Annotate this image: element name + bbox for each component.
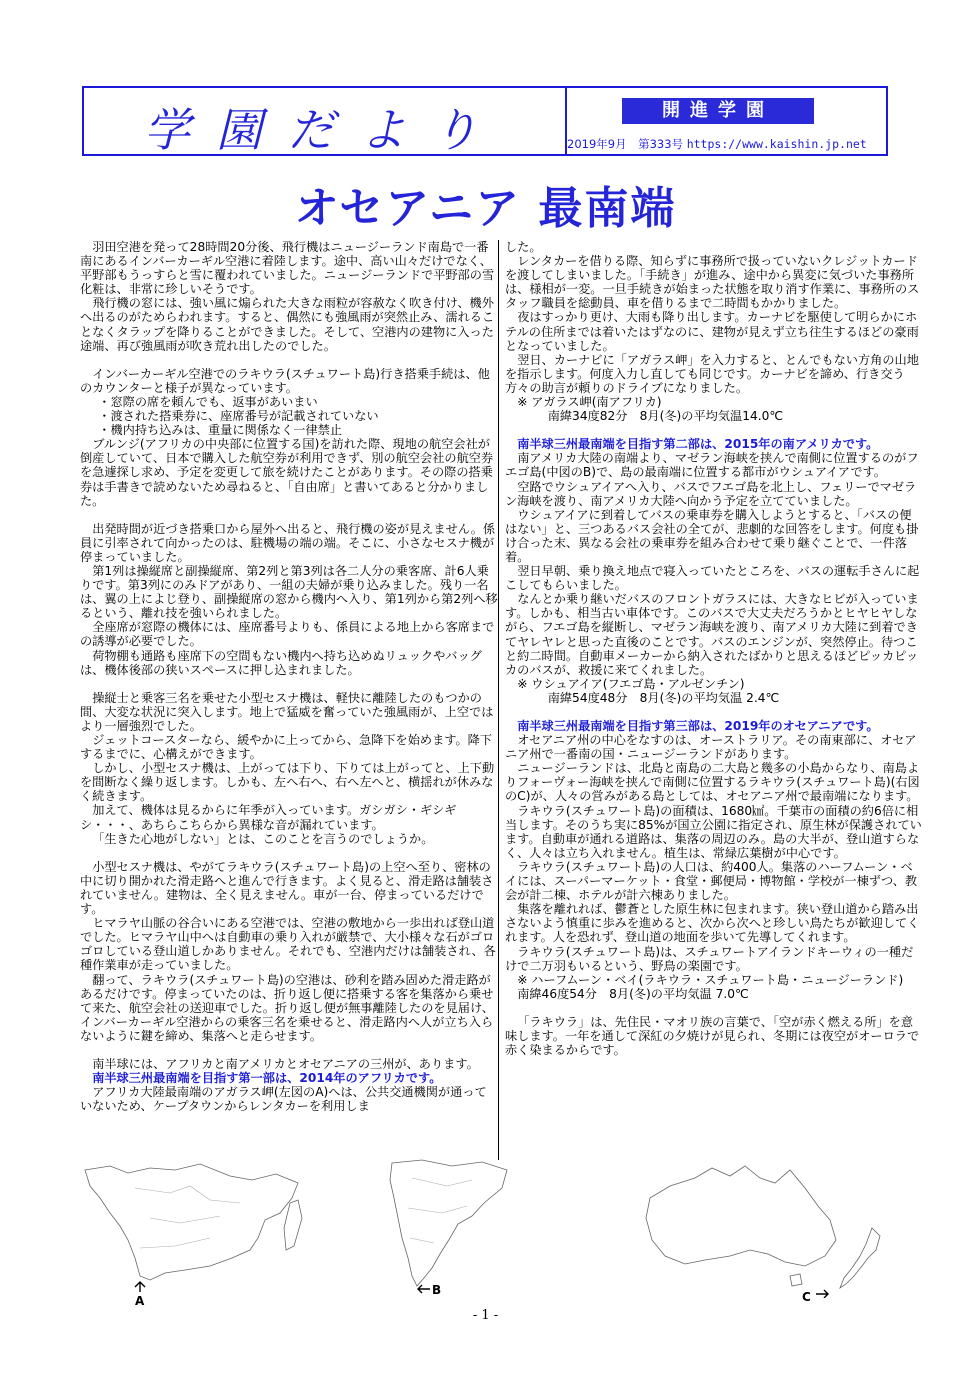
paragraph: ウシュアイアに到着してバスの乗車券を購入しようとすると、「バスの便はない」と、三つあるバス会社の全てが、悲劇的な回答をします。何度も掛け合った末、異なる会社の乗車券を組み合わせて乗り継ぐことで、一件落着。 [505, 507, 919, 564]
paragraph: アフリカ大陸最南端のアガラス岬(左図のA)へは、公共交通機関が通っていないため、ケープタウンからレンタカーを利用しま [80, 1085, 487, 1114]
page-number: - 1 - [472, 1308, 499, 1323]
paragraph: オセアニア州の中心をなすのは、オーストラリア。その南東部に、オセアニア州で一番南の国・ニュージーランドがあります。 [505, 733, 917, 762]
paragraph: ・窓際の席を頼んでも、返事があいまい [98, 394, 318, 409]
paragraph: 加えて、機体は見るからに年季が入っています。ガシガシ・ギシギシ・・・、あちらこちらから異様な音が漏れています。 [80, 803, 457, 832]
masthead [82, 86, 888, 156]
arrow-c-icon [816, 1290, 828, 1298]
paragraph: 空路でウシュアイアへ入り、バスでフエゴ島を北上し、フェリーでマゼラン海峡を渡り、南アメリカ大陸へ向かう予定を立てていました。 [505, 479, 917, 508]
paragraph: 飛行機の窓には、強い風に煽られた大きな雨粒が容赦なく吹き付け、機外へ出るのがためらわれます。すると、偶然にも強風雨が突然止み、濡れることなくタラップを降りることができました。そして、空港内の建物に入った途端、再び強風雨が吹き荒れ出したのでした。 [80, 296, 495, 353]
issue-info [567, 136, 867, 152]
newsletter-title: 学園だより [144, 103, 504, 157]
paragraph: 羽田空港を発って28時間20分後、飛行機はニュージーランド南島で一番南にあるインバーカーギル空港に着陸します。途中、高い山々だけでなく、平野部もうっすらと雪に覆われていました。ニュージーランドで平野部の雪化粧は、非常に珍しいそうです。 [80, 240, 495, 297]
map-label-c: C [802, 1290, 811, 1304]
paragraph: 全座席が窓際の機体には、座席番号よりも、係員による地上から客席までの誘導が必要でした。 [80, 620, 495, 649]
paragraph: ※ ウシュアイア(フエゴ島・アルゼンチン) [517, 676, 745, 691]
paragraph: ※ ハーフムーン・ベイ(ラキウラ・スチュワート島・ニュージーランド) 南緯46度54分 8月(冬)の平均気温 7.0℃ [517, 972, 916, 1001]
paragraph: レンタカーを借りる際、知らずに事務所で扱っていないクレジットカードを渡してしまいました。「手続き」が進み、途中から異変に気づいた事務所は、様相が一変。一旦手続きが始まった状態を取り消す作業に、事務所のスタッフ職員を総動員、車を借りるまで二時間もかかりました。 [505, 254, 920, 311]
paragraph: ジェットコースターなら、緩やかに上ってから、急降下を始めます。降下するまでに、心構えができます。 [80, 733, 493, 762]
issue-date: 2019年9月 第333号 [567, 137, 684, 151]
paragraph: 翌日早朝、乗り換え地点で寝入っていたところを、バスの運転手さんに起こしてもらいました。 [505, 564, 920, 593]
south-america-outline [390, 1160, 507, 1286]
oceania-map [640, 1158, 890, 1298]
paragraph: 第1列は操縦席と副操縦席、第2列と第3列は各二人分の乗客席、計6人乗りです。第3列にのみドアがあり、一組の夫婦が乗り込みました。残り一名は、翼の上によじ登り、副操縦席の窓から機内へ入り、第1列から第2列へ移るという、離れ技を強いられました。 [80, 563, 498, 621]
school-url-link[interactable]: https://www.kaishin.jp.net [686, 137, 867, 151]
arrow-b-icon [418, 1285, 430, 1293]
page-headline: オセアニア 最南端 [294, 183, 677, 234]
paragraph: ニュージーランドは、北島と南島の二大島と幾多の小島からなり、南島よりフォーヴォー海峡を挟んで南側に位置するラキウラ(スチュワート島)(右図のC)が、人々の営みがある島としては、オセアニア州で最南端になります。 [505, 761, 920, 804]
paragraph: した。 [505, 240, 542, 254]
new-zealand-outline [840, 1228, 880, 1288]
paragraph: ※ アガラス岬(南アフリカ) [517, 395, 662, 410]
paragraph: 翻って、ラキウラ(スチュワート島)の空港は、砂利を踏み固めた滑走路があるだけです。停まっていたのは、折り返し便に搭乗する客を集落から乗せて来た、航空会社の送迎車でした。折り返し便が無事離陸したのを見届け、インバーカーギル空港からの乗客三名を乗せると、滑走路内へ人が立ち入らないように鍵を締め、集落へと走らせます。 [80, 972, 494, 1043]
paragraph: 荷物棚も通路も座席下の空間もない機内へ持ち込めぬリュックやバッグは、機体後部の狭いスペースに押し込まれました。 [80, 648, 482, 677]
australia-outline [646, 1166, 836, 1266]
paragraph: ・機内持ち込みは、重量に関係なく一律禁止 [98, 423, 343, 438]
paragraph: ラキウラ(スチュワート島)の人口は、約400人。集落のハーフムーン・ベイには、スーパーマーケット・食堂・郵便局・博物館・学校が一棟ずつ、教会が計二棟、ホテルが計六棟ありました。 [505, 859, 918, 903]
paragraph: 出発時間が近づき搭乗口から屋外へ出ると、飛行機の姿が見えません。係員に引率されて向かったのは、駐機場の端の端。そこに、小さなセスナ機が停まっていました。 [80, 521, 496, 564]
school-name-badge: 開進学園 [622, 98, 814, 124]
paragraph: 操縦士と乗客三名を乗せた小型セスナ機は、軽快に離陸したのもつかの間、大変な状況に突入します。地上で猛威を奮っていた強風雨が、上空ではより一層強烈でした。 [80, 690, 494, 733]
africa-map [80, 1158, 305, 1298]
paragraph: ヒマラヤ山脈の谷合いにある空港では、空港の敷地から一歩出れば登山道でした。ヒマラヤ山中へは自動車の乗り入れが厳禁で、大小様々な石がゴロゴロしている登山道しかありません。それでも、空港内だけは舗装され、各種作業車が走っていました。 [80, 916, 496, 973]
paragraph: 南半球三州最南端を目指す第二部は、2015年の南アメリカです。 [517, 437, 879, 452]
paragraph: ・渡された搭乗券に、座席番号が記載されていない [98, 409, 379, 424]
paragraph: 「生きた心地がしない」とは、このことを言うのでしょうか。 [92, 831, 434, 846]
right-article-column [505, 240, 923, 1156]
paragraph: 南アメリカ大陸の南端より、マゼラン海峡を挟んで南側に位置するのがフエゴ島(中図のB)で、島の最南端に位置する都市がウシュアイアです。 [505, 451, 919, 480]
paragraph: 南緯34度82分 8月(冬)の平均気温14.0℃ [547, 409, 784, 424]
map-label-b: B [432, 1283, 442, 1297]
paragraph: 南半球三州最南端を目指す第一部は、2014年のアフリカです。 [92, 1071, 442, 1086]
paragraph: 南半球には、アフリカと南アメリカとオセアニアの三州が、あります。 [92, 1056, 479, 1071]
paragraph: インバーカーギル空港でのラキウラ(スチュワート島)行き搭乗手続は、他のカウンターと様子が異なっています。 [80, 366, 490, 395]
column-divider [498, 240, 499, 1160]
arrow-a-icon [135, 1282, 145, 1292]
paragraph: ラキウラ(スチュワート島)は、スチュワートアイランドキーウィの一種だけで二万羽もいるという、野鳥の楽園です。 [505, 944, 914, 973]
paragraph: 南緯54度48分 8月(冬)の平均気温 2.4℃ [547, 690, 780, 705]
paragraph: ブルンジ(アフリカの中央部に位置する国)を訪れた際、現地の航空会社が倒産していて、日本で購入した航空券が利用できず、別の航空会社の航空券を急遽探し求め、予定を変更して旅を続けたことがあります。その際の搭乗券は手書きで読めないため尋ねると、「自由席」と書いてあると分かりました。 [80, 437, 494, 508]
paragraph: 集落を離れれば、鬱蒼とした原生林に包まれます。狭い登山道から踏み出さないよう慎重に歩みを進めると、次から次へと珍しい鳥たちが歓迎してくれます。人を恐れず、登山道の地面を歩いて先導してくれます。 [505, 902, 920, 945]
paragraph: なんとか乗り継いだバスのフロントガラスには、大きなヒビが入っています。しかも、相当古い車体です。このバスで大丈夫だろうかとヒヤヒヤしながら、フエゴ島を縦断し、マゼラン海峡を渡り、南アメリカ大陸に到着できてヤレヤレと思った直後のことです。バスのエンジンが、突然停止。待つこと約二時間。自動車メーカーから納入されたばかりと思えるほどピッカピッカのバスが、救援に来てくれました。 [505, 592, 919, 677]
left-article-column [80, 240, 498, 1156]
paragraph: ラキウラ(スチュワート島)の面積は、1680㎢。千葉市の面積の約6倍に相当します。そのうち実に85%が国立公園に指定され、原生林が保護されています。自動車が通れる道路は、集落の周辺のみ。島の大半が、登山道すらなく、人々は立ち入れません。植生は、常緑広葉樹が中心です。 [505, 803, 922, 860]
paragraph: 「ラキウラ」は、先住民・マオリ族の言葉で、「空が赤く燃える所」を意味します。一年を通して深紅の夕焼けが見られ、冬期には夜空がオーロラで赤く染まるからです。 [505, 1014, 920, 1058]
africa-outline [85, 1164, 298, 1280]
masthead-title-panel [84, 88, 567, 157]
south-america-map [372, 1158, 512, 1298]
paragraph: 翌日、カーナビに「アガラス岬」を入力すると、とんでもない方角の山地を指示します。何度入力し直しても同じです。カーナビを諦め、行き交う方々の助言が頼りのドライブになりました。 [505, 352, 919, 395]
paragraph: 夜はすっかり更け、大雨も降り出します。カーナビを駆使して明らかにホテルの住所までは着いたはずなのに、建物が見えず立ち往生するほどの豪雨となっていました。 [505, 310, 919, 353]
paragraph: 南半球三州最南端を目指す第三部は、2019年のオセアニアです。 [517, 719, 879, 733]
paragraph: 小型セスナ機は、やがてラキウラ(スチュワート島)の上空へ至り、密林の中に切り開かれた滑走路へと進んで行きます。よく見ると、滑走路は舗装されていません。建物は、全く見えません。車が一台、停まっているだけです。 [80, 859, 494, 917]
paragraph: しかし、小型セスナ機は、上がっては下り、下りては上がってと、上下動を間断なく繰り返します。しかも、左へ右へ、右へ左へと、横揺れが休みなく続きます。 [80, 761, 495, 804]
map-label-a: A [135, 1294, 145, 1308]
